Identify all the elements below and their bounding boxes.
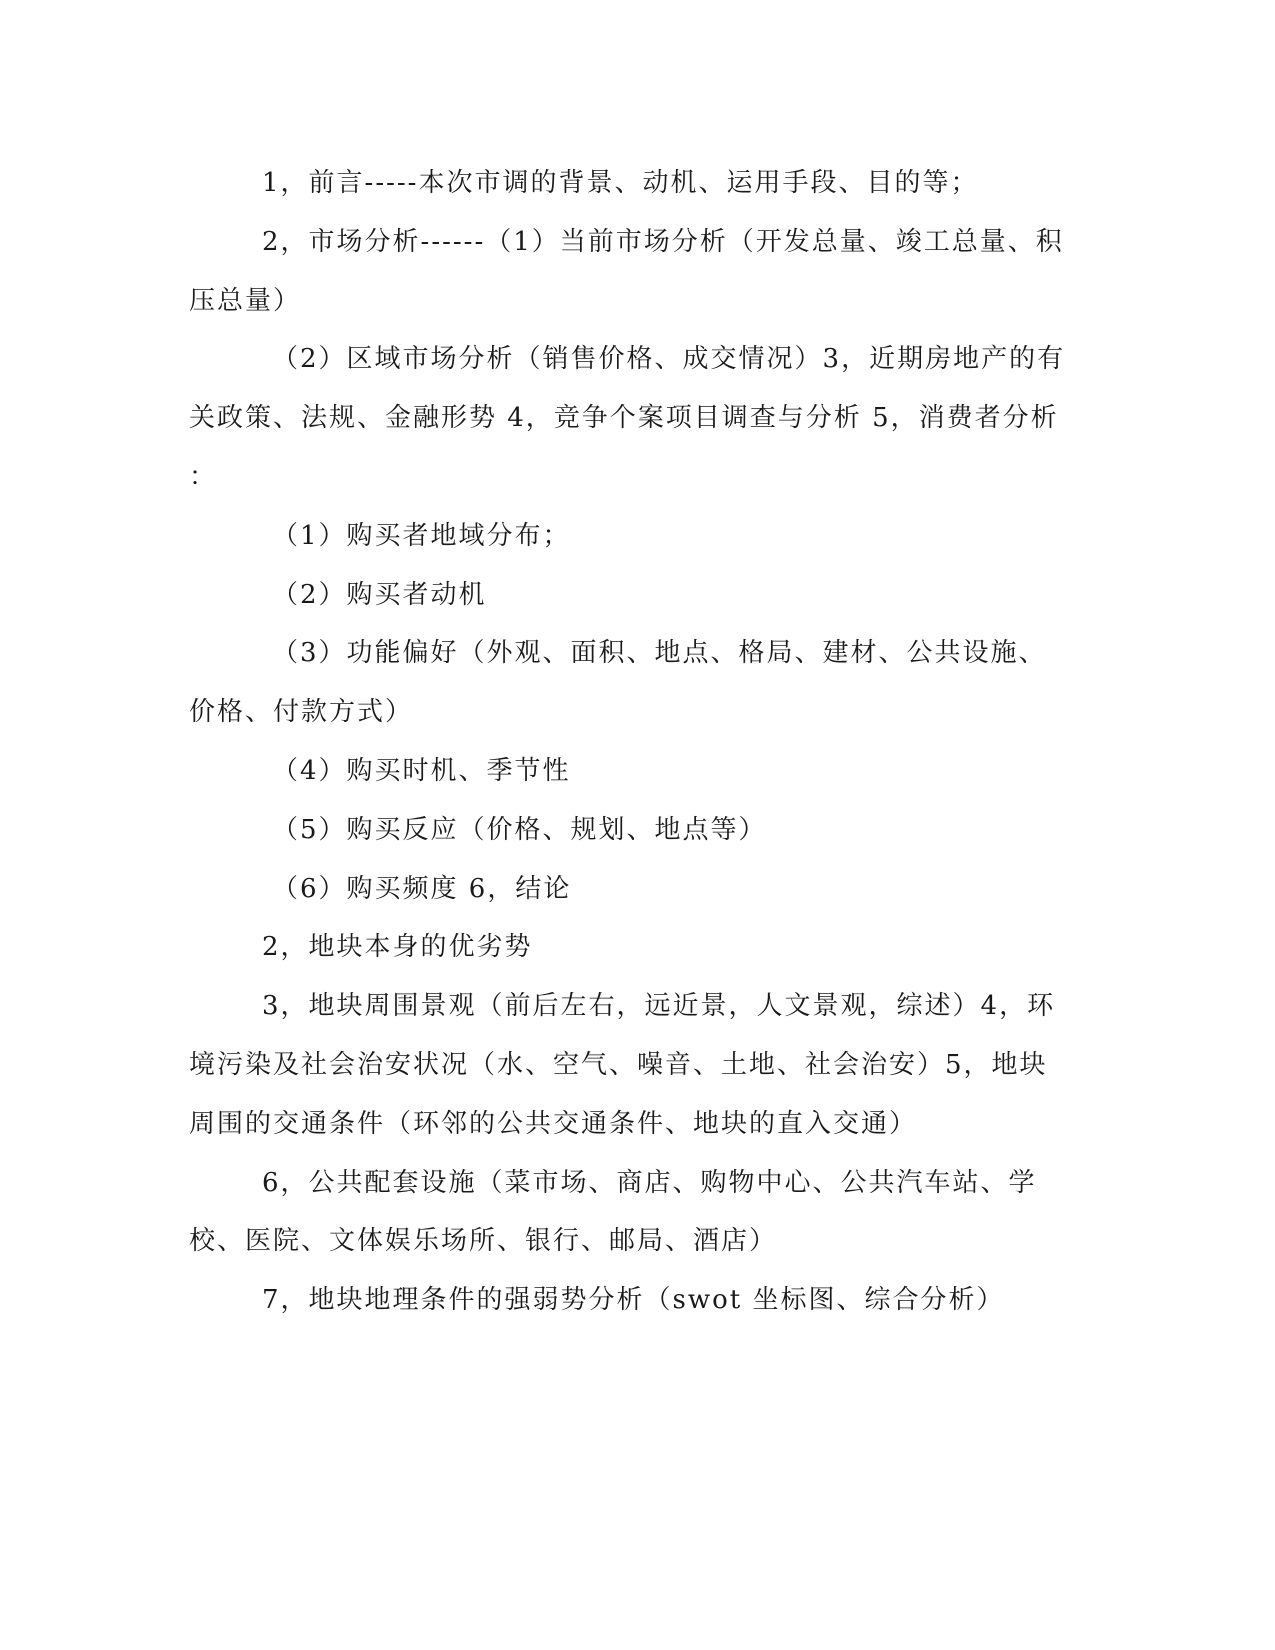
- paragraph-line: 压总量）: [189, 286, 302, 316]
- paragraph-line: ：: [189, 462, 218, 492]
- paragraph-line: 境污染及社会治安状况（水、空气、噪音、土地、社会治安）5，地块: [189, 1050, 1048, 1080]
- paragraph-line: （2）区域市场分析（销售价格、成交情况）3，近期房地产的有: [272, 344, 1066, 374]
- paragraph-line: 2，市场分析------（1）当前市场分析（开发总量、竣工总量、积: [262, 227, 1064, 257]
- paragraph-line: 2，地块本身的优劣势: [262, 932, 533, 962]
- paragraph-line: 价格、付款方式）: [189, 697, 414, 727]
- paragraph-line: （6）购买频度 6，结论: [272, 874, 572, 904]
- paragraph-line: 6，公共配套设施（菜市场、商店、购物中心、公共汽车站、学: [262, 1168, 1037, 1198]
- paragraph-line: 关政策、法规、金融形势 4，竞争个案项目调查与分析 5，消费者分析: [189, 403, 1059, 433]
- paragraph-line: （4）购买时机、季节性: [272, 756, 571, 786]
- paragraph-line: （3）功能偏好（外观、面积、地点、格局、建材、公共设施、: [272, 638, 1047, 668]
- paragraph-line: 1，前言-----本次市调的背景、动机、运用手段、目的等；: [262, 168, 979, 198]
- paragraph-line: （2）购买者动机: [272, 580, 487, 610]
- paragraph-line: （5）购买反应（价格、规划、地点等）: [272, 815, 767, 845]
- paragraph-line: （1）购买者地域分布；: [272, 521, 571, 551]
- paragraph-line: 周围的交通条件（环邻的公共交通条件、地块的直入交通）: [189, 1109, 918, 1139]
- paragraph-line: 3，地块周围景观（前后左右，远近景，人文景观，综述）4，环: [262, 991, 1056, 1021]
- paragraph-line: 7，地块地理条件的强弱势分析（swot 坐标图、综合分析）: [262, 1285, 1005, 1315]
- paragraph-line: 校、医院、文体娱乐场所、银行、邮局、酒店）: [189, 1226, 778, 1256]
